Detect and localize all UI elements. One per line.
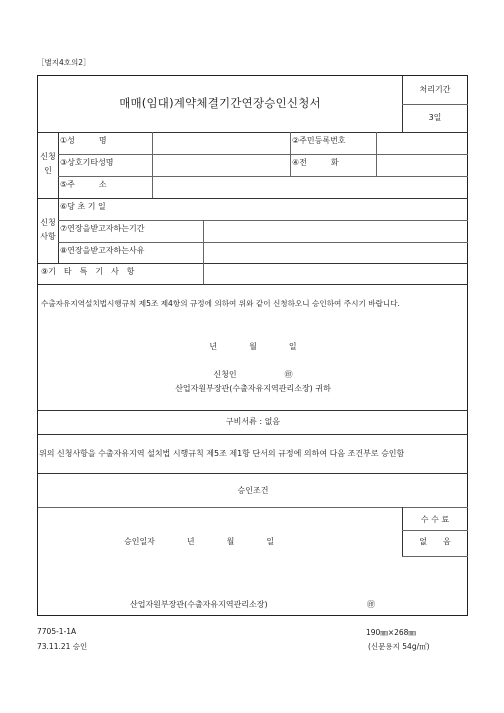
name-label: ①성 명 — [60, 136, 107, 145]
address-label: ⑤주 소 — [60, 180, 107, 189]
form-title: 매매(임대)계약체결기간연장승인신청서 — [119, 96, 321, 110]
approval-date: 승인일자 년 월 일 — [124, 537, 275, 546]
resident-number-label: ②주민등록번호 — [292, 136, 346, 145]
phone-field[interactable] — [377, 155, 467, 175]
other-matters-field[interactable] — [204, 264, 467, 283]
resident-number-field[interactable] — [377, 133, 467, 153]
approver-name: 산업자원부장관(수출자유지역관리소장) — [130, 600, 268, 609]
fee-label: 수 수 료 — [420, 515, 450, 524]
declaration-text: 수출자유지역설치법시행규칙 제5조 제4항의 규정에 의하여 위와 같이 신청하오니 승인하여 주시기 바랍니다. — [41, 299, 400, 308]
name-field[interactable] — [153, 133, 288, 153]
approval-statement: 위의 신청사항을 수출자유지역 설치법 시행규칙 제5조 제1항 단서의 규정에 의하여 다음 조건부로 승인함 — [39, 449, 405, 458]
footer-form-number: 7705-1-1A — [37, 627, 77, 636]
phone-label: ④전 화 — [292, 158, 339, 167]
other-matters-label: ⑨기 타 특 기 사 항 — [41, 267, 135, 276]
applicant-signature: 신청인 ㊞ — [213, 370, 293, 379]
extension-period-field[interactable] — [204, 221, 467, 241]
processing-period-label: 처리기간 — [419, 85, 451, 94]
form-code: ［별지4호의2］ — [37, 58, 91, 67]
fee-value: 없 음 — [419, 537, 451, 546]
approval-conditions-label: 승인조건 — [237, 486, 269, 495]
addressee: 산업자원부장관(수출자유지역관리소장) 귀하 — [175, 384, 331, 393]
application-form — [37, 75, 468, 616]
initial-date-label: ⑥당 초 기 일 — [60, 202, 106, 211]
extension-reason-label: ⑧연장을받고자하는사유 — [60, 246, 145, 255]
request-section-label: 신청사항 — [40, 218, 56, 241]
approver-seal-icon: ㊞ — [367, 600, 375, 609]
required-documents: 구비서류 : 없음 — [225, 417, 281, 426]
address-field[interactable] — [153, 177, 467, 197]
initial-date-field[interactable] — [204, 199, 467, 219]
footer-paper-type: (신문용지 54g/㎡) — [368, 642, 430, 651]
footer-approval-date: 73.11.21 승인 — [37, 642, 88, 651]
trade-name-field[interactable] — [153, 155, 288, 175]
applicant-section-label: 신청인 — [40, 152, 56, 175]
footer-paper-size: 190㎜×268㎜ — [366, 628, 416, 637]
processing-period-value: 3일 — [428, 113, 442, 122]
application-date: 년 월 일 — [209, 342, 297, 351]
trade-name-label: ③상호기타성명 — [60, 158, 114, 167]
extension-period-label: ⑦연장을받고자하는기간 — [60, 224, 145, 233]
extension-reason-field[interactable] — [204, 243, 467, 262]
